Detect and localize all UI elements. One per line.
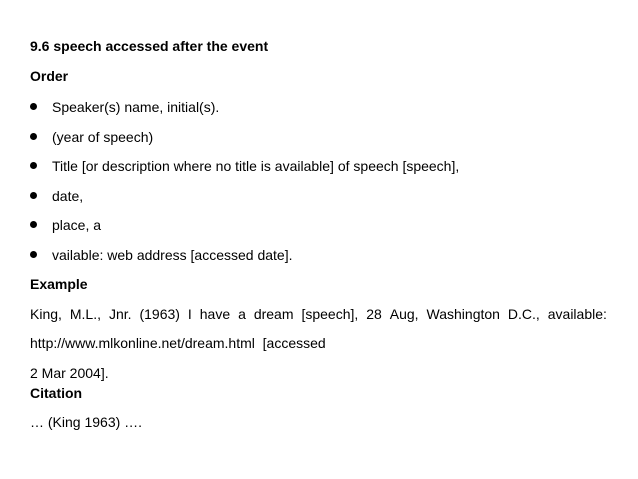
example-word: a bbox=[238, 306, 246, 322]
citation-label: Citation bbox=[30, 385, 83, 401]
example-word: Aug, bbox=[389, 306, 419, 322]
example-word: 28 bbox=[366, 306, 382, 322]
example-line-3: 2 Mar 2004]. bbox=[30, 365, 109, 381]
example-line-2: http://www.mlkonline.net/dream.html [accessed bbox=[30, 335, 326, 351]
order-item-text: place, a bbox=[52, 217, 102, 233]
example-word: [speech], bbox=[301, 306, 359, 322]
section-heading: 9.6 speech accessed after the event bbox=[30, 38, 269, 54]
order-item-text: date, bbox=[52, 188, 84, 204]
bullet-icon bbox=[30, 251, 37, 258]
example-word: available: bbox=[547, 306, 607, 322]
citation-text: … (King 1963) …. bbox=[30, 414, 143, 430]
bullet-icon bbox=[30, 133, 37, 140]
example-word: M.L., bbox=[69, 306, 101, 322]
example-word: Washington bbox=[426, 306, 500, 322]
bullet-icon bbox=[30, 192, 37, 199]
example-word: I bbox=[187, 306, 192, 322]
example-line-1 bbox=[30, 305, 607, 323]
example-word: Jnr. bbox=[108, 306, 132, 322]
example-word: D.C., bbox=[507, 306, 540, 322]
example-word: (1963) bbox=[139, 306, 180, 322]
example-word: King, bbox=[30, 306, 62, 322]
order-item-text: vailable: web address [accessed date]. bbox=[52, 247, 293, 263]
bullet-icon bbox=[30, 103, 37, 110]
example-word: dream bbox=[253, 306, 294, 322]
example-label: Example bbox=[30, 276, 88, 292]
bullet-icon bbox=[30, 221, 37, 228]
order-item-text: Title [or description where no title is available] of speech [speech], bbox=[52, 158, 460, 174]
order-item-text: Speaker(s) name, initial(s). bbox=[52, 99, 220, 115]
order-label: Order bbox=[30, 68, 69, 84]
order-item-text: (year of speech) bbox=[52, 129, 154, 145]
bullet-icon bbox=[30, 162, 37, 169]
example-word: have bbox=[199, 306, 231, 322]
